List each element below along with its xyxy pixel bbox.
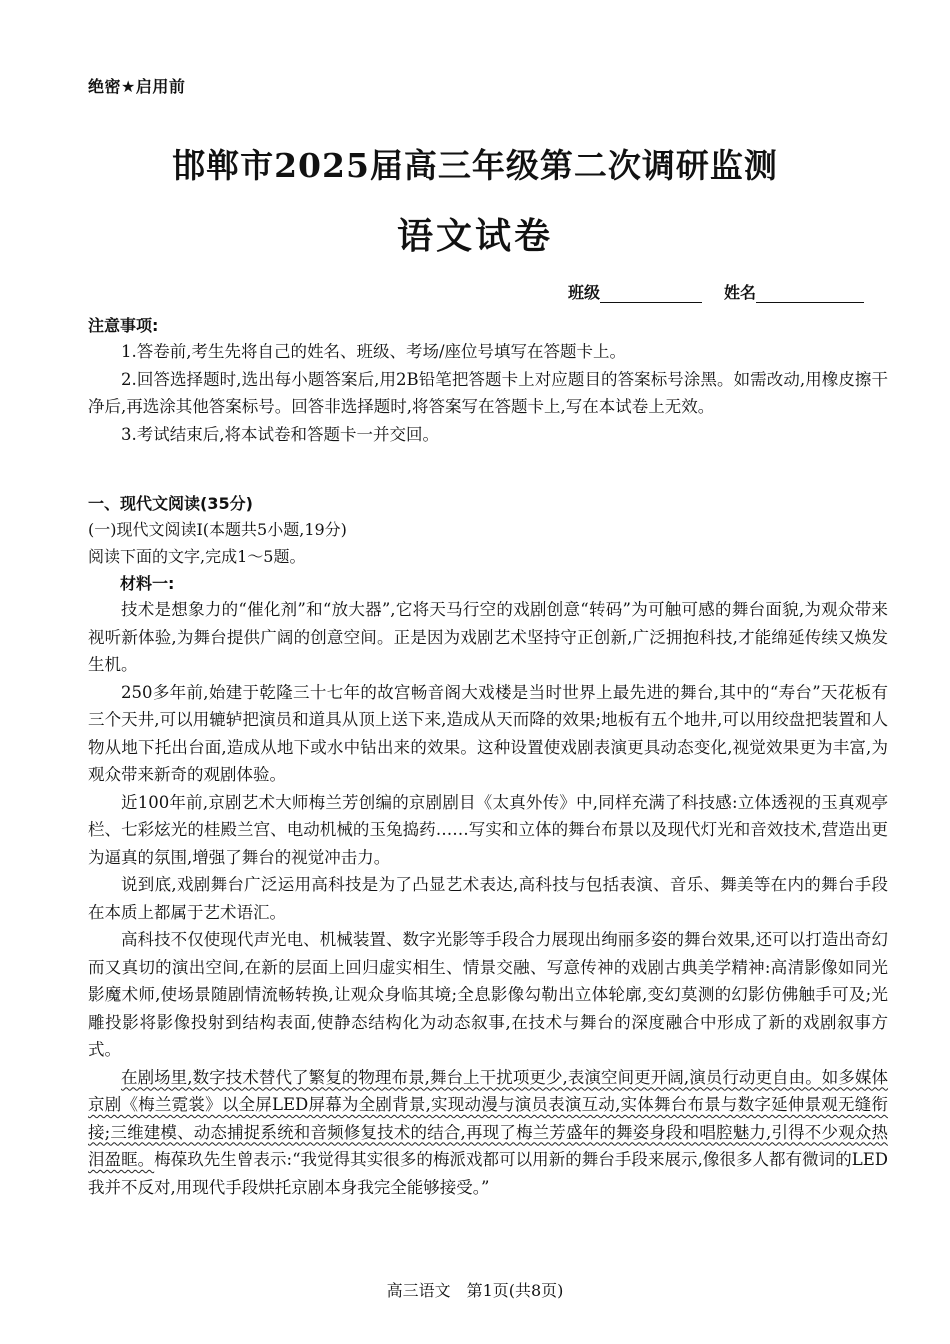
name-label: 姓名 (724, 283, 757, 302)
article-body (88, 596, 888, 1201)
article-paragraph-last (88, 1064, 888, 1202)
article-paragraph: 高科技不仅使现代声光电、机械装置、数字光影等手段合力展现出绚丽多姿的舞台效果,还可以打造出奇幻而又真切的演出空间,在新的层面上回归虚实相生、情景交融、写意传神的戏剧古典美学精神:高清影像如同光影魔术师,使场景随剧情流畅转换,让观众身临其境;全息影像勾勒出立体轮廓,变幻莫测的幻影仿佛触手可及;光雕投影将影像投射到结构表面,使静态结构化为动态叙事,在技术与舞台的深度融合中形成了新的戏剧叙事方式。 (88, 930, 888, 1059)
article-paragraph: 说到底,戏剧舞台广泛运用高科技是为了凸显艺术表达,高科技与包括表演、音乐、舞美等在内的舞台手段在本质上都属于艺术语汇。 (88, 875, 888, 922)
secret-label: 绝密★启用前 (88, 77, 186, 96)
page-footer: 高三语文 第1页(共8页) (386, 1281, 564, 1300)
quote-passage: 梅葆玖先生曾表示:“我觉得其实很多的梅派戏都可以用新的舞台手段来展示,像很多人都有微词的LED我并不反对,用现代手段烘托京剧本身我完全能够接受。” (88, 1150, 888, 1197)
notice-item: 2.回答选择题时,选出每小题答案后,用2B铅笔把答题卡上对应题目的答案标号涂黑。如需改动,用橡皮擦干净后,再选涂其他答案标号。回答非选择题时,将答案写在答题卡上,写在本试卷上无效。 (88, 369, 888, 416)
material-label: 材料一: (120, 574, 175, 593)
article-paragraph: 250多年前,始建于乾隆三十七年的故宫畅音阁大戏楼是当时世界上最先进的舞台,其中的“寿台”天花板有三个天井,可以用辘轳把演员和道具从顶上送下来,造成从天而降的效果;地板有五个地井,可以用绞盘把装置和人物从地下托出台面,造成从地下或水中钻出来的效果。这种设置使戏剧表演更具动态变化,视觉效果更为丰富,为观众带来新奇的观剧体验。 (88, 682, 888, 784)
article-paragraph: 近100年前,京剧艺术大师梅兰芳创编的京剧剧目《太真外传》中,同样充满了科技感:立体透视的玉真观亭栏、七彩炫光的桂殿兰宫、电动机械的玉兔捣药……写实和立体的舞台布景以及现代灯光和音效技术,营造出更为逼真的氛围,增强了舞台的视觉冲击力。 (88, 792, 888, 867)
notice-heading: 注意事项: (88, 316, 159, 335)
notice-item: 1.答卷前,考生先将自己的姓名、班级、考场/座位号填写在答题卡上。 (121, 342, 627, 361)
notice-item: 3.考试结束后,将本试卷和答题卡一并交回。 (121, 424, 439, 444)
underlined-passage: 在剧场里,数字技术替代了繁复的物理布景,舞台上干扰项更少,表演空间更开阔,演员行动更自由。如多媒体京剧《梅兰霓裳》以全屏LED屏幕为全剧背景,实现动漫与演员表演互动,实体舞台布景与数字延伸景观无缝衔接;三维建模、动态捕捉系统和音频修复技术的结合,再现了梅兰芳盛年的舞姿身段和唱腔魅力,引得不少观众热泪盈眶。 (88, 1067, 888, 1169)
student-info (568, 280, 864, 303)
section-heading: 一、现代文阅读(35分) (88, 494, 253, 513)
reading-instruction: 阅读下面的文字,完成1～5题。 (88, 547, 306, 566)
class-blank[interactable] (600, 286, 702, 303)
section-subheading: (一)现代文阅读Ⅰ(本题共5小题,19分) (88, 520, 347, 539)
article-paragraph: 技术是想象力的“催化剂”和“放大器”,它将天马行空的戏剧创意“转码”为可触可感的舞台面貌,为观众带来视听新体验,为舞台提供广阔的创意空间。正是因为戏剧艺术坚持守正创新,广泛拥抱科技,才能绵延传续又焕发生机。 (88, 600, 888, 674)
exam-subtitle: 语文试卷 (396, 215, 553, 257)
exam-title: 邯郸市2025届高三年级第二次调研监测 (172, 146, 778, 185)
class-label: 班级 (568, 283, 601, 302)
notice-list (88, 338, 888, 448)
name-blank[interactable] (756, 286, 864, 303)
